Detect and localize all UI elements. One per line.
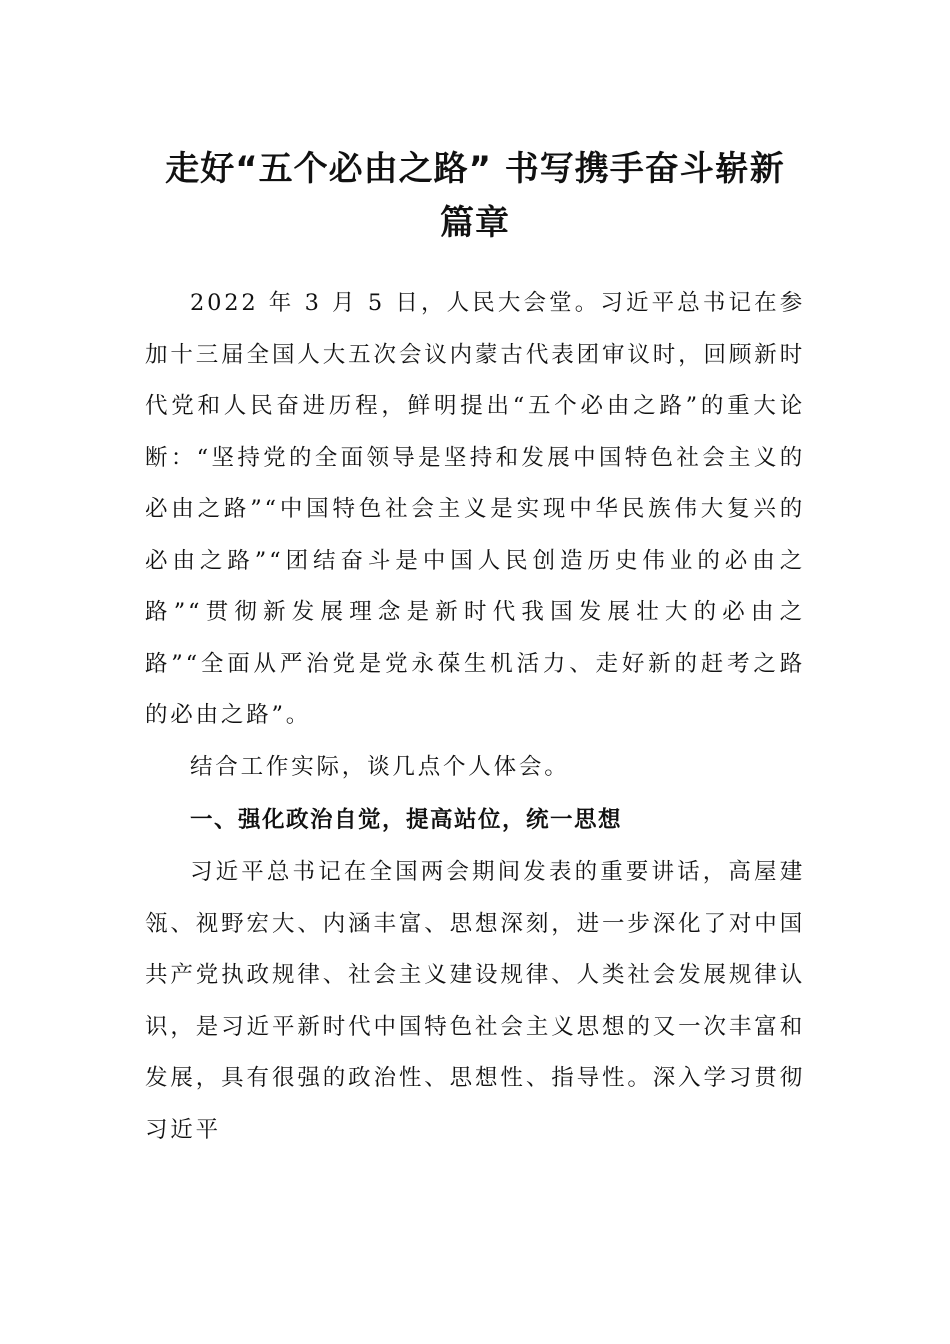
document-title [140, 142, 810, 250]
section-1-paragraph: 习近平总书记在全国两会期间发表的重要讲话，高屋建瓴、视野宏大、内涵丰富、思想深刻，进一步深化了对中国共产党执政规律、社会主义建设规律、人类社会发展规律认识，是习近平新时代中国特色社会主义思想的又一次丰富和发展，具有很强的政治性、思想性、指导性。深入学习贯彻习近平 [145, 859, 805, 1143]
document-body [145, 278, 805, 1156]
intro-paragraph: 2022 年 3 月 5 日，人民大会堂。习近平总书记在参加十三届全国人大五次会议内蒙古代表团审议时，回顾新时代党和人民奋进历程，鲜明提出“五个必由之路”的重大论断：“坚持党的全面领导是坚持和发展中国特色社会主义的必由之路”“中国特色社会主义是实现中华民族伟大复兴的必由之路”“团结奋斗是中国人民创造历史伟业的必由之路”“贯彻新发展理念是新时代我国发展壮大的必由之路”“全面从严治党是党永葆生机活力、走好新的赶考之路的必由之路”。 [145, 290, 805, 728]
section-1-heading: 一、强化政治自觉，提高站位，统一思想 [190, 807, 623, 833]
title-line-2: 篇章 [440, 203, 510, 243]
transition-paragraph: 结合工作实际，谈几点个人体会。 [190, 753, 570, 780]
title-line-1: 走好“五个必由之路” 书写携手奋斗崭新 [165, 149, 785, 189]
